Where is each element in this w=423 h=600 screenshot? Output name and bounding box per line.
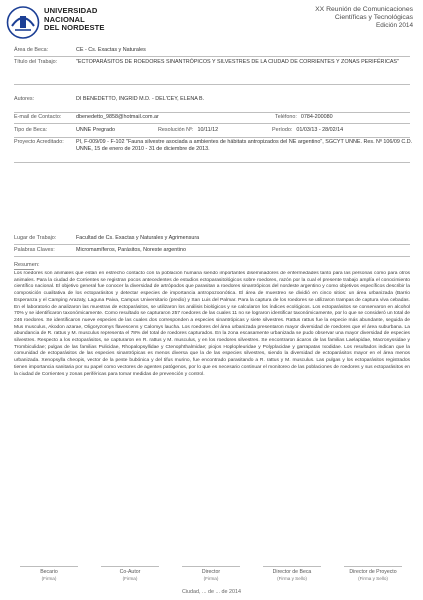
signature-date: Ciudad, ... de ... de 2014 bbox=[181, 589, 242, 595]
project-field bbox=[14, 139, 423, 161]
signature-title: Director bbox=[201, 569, 221, 575]
authors-value: DI BENEDETTO, INGRID M.D. - DEL'CEY, ELENA B. bbox=[76, 96, 205, 102]
beca-type-value: UNNE Pregrado bbox=[76, 127, 115, 133]
university-line: DEL NORDESTE bbox=[44, 23, 105, 33]
phone-value: 0784-200080 bbox=[300, 114, 333, 120]
signature-title: Director de Beca bbox=[272, 569, 312, 575]
signature-line bbox=[20, 566, 78, 567]
signature-sub: (Firma y Sello) bbox=[277, 575, 307, 581]
signature-becario bbox=[14, 566, 84, 582]
signature-director-beca bbox=[257, 566, 327, 582]
event-edition: Edición 2014 bbox=[376, 22, 413, 30]
signature-title: Co-Autor bbox=[119, 569, 141, 575]
beca-type-label: Tipo de Beca: bbox=[14, 127, 48, 133]
signature-line bbox=[344, 566, 402, 567]
divider bbox=[14, 256, 410, 257]
signature-director-proyecto bbox=[338, 566, 408, 582]
divider bbox=[14, 112, 410, 113]
signature-title: Director de Proyecto bbox=[349, 569, 397, 575]
resolution-label: Resolución Nº: bbox=[158, 127, 194, 133]
signature-sub: (Firma) bbox=[122, 575, 138, 581]
title-value: "ECTOPARÁSITOS DE ROEDORES SINANTRÓPICOS Y SILVESTRES DE LA CIUDAD DE CORRIENTES Y ZONAS PERIFÉRICAS" bbox=[76, 59, 399, 65]
keywords-label: Palabras Claves: bbox=[14, 247, 55, 253]
area-label: Área de Beca: bbox=[14, 47, 49, 53]
signature-line bbox=[101, 566, 159, 567]
phone-field bbox=[275, 114, 333, 121]
divider bbox=[14, 123, 410, 124]
divider bbox=[14, 84, 410, 85]
divider bbox=[14, 244, 410, 245]
signature-coautor bbox=[95, 566, 165, 582]
authors-label: Autores: bbox=[14, 96, 35, 102]
summary-text: Los roedores son animales que están en estrecho contacto con la población humana siendo importantes diseminadores de enfermedades tanto para las personas como para otros animales. Para la ciudad de Corrientes se registran pocos antecedentes de estudios ectoparasitológicos sobre roedores, razón por la cual el presente trabajo amplía el conocimiento científico nacional. El objetivo general fue conocer la diversidad de artrópodos que parasitan a roedores sinantrópicos del nordeste argentino y como objetivos específicos describir la composición cualitativa de los ectoparásitos y detectar especies de importancia antropozoonótica. El área de muestreo se dividió en cinco sitios: un área urbanizada (Barrio Esperanza y el Camping Arazaty, Laguna Paiva, Campus Universitario (predio) y San Luis del Palmar. Para la captura de los roedores se utilizaron trampas de captura viva cebadas. En el laboratorio de analizaron las muestras de ectoparásitos, se utilizaron los análisis biológicos y se calcularon los índices ecológicos. Los ectoparásitos se conservaron en alcohol 70% y se identificaron taxonómicamente. Como resultado se capturaron 257 roedores de las cuales 11 no se lograron identificar taxonómicamente, por lo que se consideró un total de 246 roedores. Se identificaron nueve especies de las cuales dos corresponden a especies sinantrópicas y siete silvestres. Rattus rattus fue la especie más abundante, seguida de Mus musculus, Akodon azarae, Oligoryzomys flavescens y Calomys laucha. Los roedores del área urbanizada presentaron mayor diversidad de roedores que el área suburbana. La abundancia de R. rattus y M. musculus representa el 78% del total de roedores capturados. En la zona escasamente urbanizada se pudo observar una mayor diversidad de especies silvestres. Respecto a los ectoparásitos, se capturaron en R. rattus y M. musculus, y en los roedores silvestres. Se encontraron ácaros de las familias Laelapidae, Macronyssidae y Trombiculidae; pulgas de las familias Pulicidae, Rhopalopsyllidae y Ctenophthalmidae; piojos Hoplopleuridae y Polyplacidae y garrapatas Ixodidae. Los resultados indican que la comunidad de ectoparásitos de las especies sinantrópicas es menos diversa que la de las especies silvestres, siendo la diversidad de ectoparásitos mayor en el área menos urbanizada. Xenopsylla cheopis, vector de la peste bubónica y del tifus murino, fue encontrado parasitando a R. rattus y M. musculus. Las pulgas y los ectoparásitos registrados tienen importancia sanitaria por su papel como vectores de agentes patógenos, por lo que es necesario continuar el monitoreo de las poblaciones de roedores y sus ectoparásitos en la ciudad de Corrientes y zonas periféricas para tomar medidas de prevención y control. bbox=[14, 271, 410, 377]
period-field bbox=[272, 127, 343, 134]
phone-label: Teléfono: bbox=[275, 114, 297, 120]
university-line: UNIVERSIDAD bbox=[44, 6, 98, 15]
project-label: Proyecto Acreditado: bbox=[14, 139, 64, 145]
signature-row bbox=[14, 566, 410, 586]
title-label: Título del Trabajo: bbox=[14, 59, 58, 65]
email-value: dbenedetto_9858@hotmail.com.ar bbox=[76, 114, 159, 120]
summary-underline bbox=[14, 269, 34, 270]
resolution-value: 10/11/12 bbox=[197, 127, 219, 133]
signature-title: Becario bbox=[40, 569, 58, 575]
keywords-value: Micromamíferos, Parásitos, Noreste argentino bbox=[76, 247, 186, 253]
period-value: 01/03/13 - 28/02/14 bbox=[296, 127, 344, 133]
period-label: Período: bbox=[272, 127, 293, 133]
email-label: E-mail de Contacto: bbox=[14, 114, 62, 120]
event-line: Científicas y Tecnológicas bbox=[334, 14, 413, 22]
area-value: CE - Cs. Exactas y Naturales bbox=[76, 47, 146, 53]
signature-line bbox=[182, 566, 240, 567]
event-line: XX Reunión de Comunicaciones bbox=[315, 6, 413, 13]
university-logo-icon bbox=[6, 6, 40, 39]
workplace-value: Facultad de Cs. Exactas y Naturales y Agrimensura bbox=[76, 235, 200, 241]
resolution-field bbox=[158, 127, 218, 134]
university-name bbox=[44, 7, 204, 33]
signature-line bbox=[263, 566, 321, 567]
project-value: PI, F-009/09 - F-102 "Fauna silvestre asociada a ambientes de hábitats antropizados del NE argentino", SGCYT UNNE. Res. Nº 106/09 C.D. UNNE, 15 de enero de 2010 - 31 de diciembre de 2013. bbox=[76, 139, 413, 152]
signature-sub: (Firma y Sello) bbox=[358, 575, 388, 581]
divider bbox=[14, 137, 410, 138]
university-line: NACIONAL bbox=[44, 14, 85, 24]
summary-label: Resumen: bbox=[14, 262, 40, 268]
workplace-label: Lugar de Trabajo: bbox=[14, 235, 57, 241]
signature-sub: (Firma) bbox=[41, 575, 57, 581]
divider bbox=[14, 56, 410, 57]
divider bbox=[14, 162, 410, 163]
title-field bbox=[14, 59, 423, 81]
signature-director bbox=[176, 566, 246, 582]
event-title bbox=[213, 6, 413, 30]
signature-sub: (Firma) bbox=[203, 575, 219, 581]
header bbox=[0, 0, 423, 44]
